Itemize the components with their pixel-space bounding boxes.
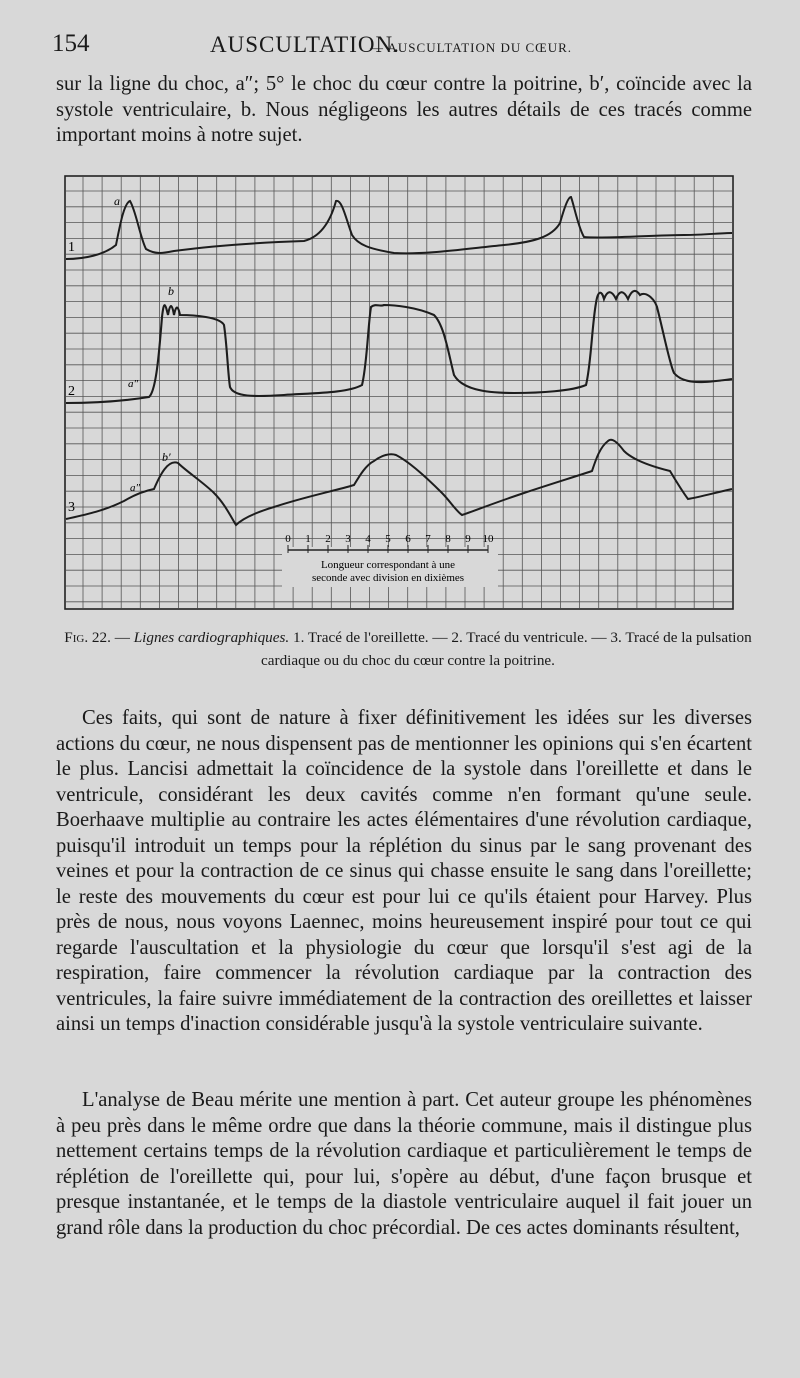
scale-tick-label: 8 [445,533,451,545]
cardiograph-figure [64,175,734,610]
trace-label-2: 2 [68,384,75,399]
scale-tick-label: 0 [285,533,291,545]
caption-title: Lignes cardiographiques. [133,629,290,646]
scale-tick-label: 6 [405,533,411,545]
scale-tick-label: 3 [345,533,351,545]
point-label-a3: a″ [130,482,141,494]
running-title: AUSCULTATION. [210,32,400,57]
trace-ventricule [66,291,732,403]
scale-tick-label: 7 [425,533,431,545]
scale-note-line2: seconde avec division en dixièmes [311,572,465,584]
scale-tick-label: 2 [325,533,331,545]
trace-label-1: 1 [68,240,75,255]
trace-oreillette [66,197,732,259]
scale-tick-label: 5 [385,533,391,545]
caption-text: 1. Tracé de l'oreillette. — 2. Tracé du ventricule. — 3. Tracé de la pulsation cardiaque ou du choc du cœur contre la poitrine. [261,629,752,669]
running-subtitle: — AUSCULTATION DU CŒUR. [370,40,573,55]
trace-label-3: 3 [68,500,75,515]
scale-tick-label: 4 [365,533,371,545]
scale-tick-label: 10 [482,533,494,545]
point-label-b: b [168,284,174,298]
figure-frame [65,176,733,609]
point-label-b-prime: b′ [162,450,171,464]
page-number: 154 [52,30,90,57]
scale-note-line1: Longueur correspondant à une [320,559,456,571]
scale-tick-label: 1 [305,533,311,545]
caption-label: Fig. 22. — [64,629,130,646]
figure-caption [58,626,758,672]
point-label-a2: a″ [128,378,139,390]
intro-paragraph: sur la ligne du choc, a″; 5° le choc du cœur contre la poitrine, b′, coïncide avec la systole ventriculaire, b. Nous négligeons les autres détails de ces tracés comme important moins à notre sujet. [56,73,752,146]
body-paragraph-1: Ces faits, qui sont de nature à fixer définitivement les idées sur les diverses actions du cœur, ne nous dispensent pas de mentionner les opinions qui s'en écartent le plus. Lancisi admettait la coïncidence de la systole dans l'oreillette et dans le ventricule, considérant les deux cavités comme n'en formant qu'une seule. Boerhaave multiplie au contraire les actes élémentaires d'une révolution cardiaque, puisqu'il introduit un temps pour la réplétion du sinus par le sang provenant des veines et pour la contraction de ce sinus qui chasse ensuite le sang dans l'oreillette; le reste des mouvements du cœur est pour lui ce qu'ils étaient pour Harvey. Plus près de nous, nous voyons Laennec, moins heureusement inspiré pour tout ce qui regarde l'auscultation et la physiologie du cœur que lorsqu'il s'est agi de la respiration, faire commencer la révolution cardiaque par la contraction des ventricules, la faire suivre immédiatement de la contraction des oreillettes et laisser ainsi un temps d'inaction considérable jusqu'à la systole ventriculaire suivante. [56,707,752,1035]
cardiograph-plot [64,175,734,610]
running-head [52,30,752,62]
grid-lines [66,177,732,608]
point-label-a: a [114,194,120,208]
time-scale [282,533,498,587]
scale-tick-label: 9 [465,533,471,545]
body-paragraph-2: L'analyse de Beau mérite une mention à part. Cet auteur groupe les phénomènes à peu près dans le même ordre que dans la théorie commune, mais il distingue plus nettement certains temps de la révolution cardiaque et particulièrement le temps de réplétion de l'oreillette qui, pour lui, s'opère au début, d'une façon brusque et presque instantanée, et le temps de la diastole ventriculaire auquel il fait jouer un grand rôle dans la production du choc précordial. De ces actes dominants résultent, [56,1089,752,1239]
